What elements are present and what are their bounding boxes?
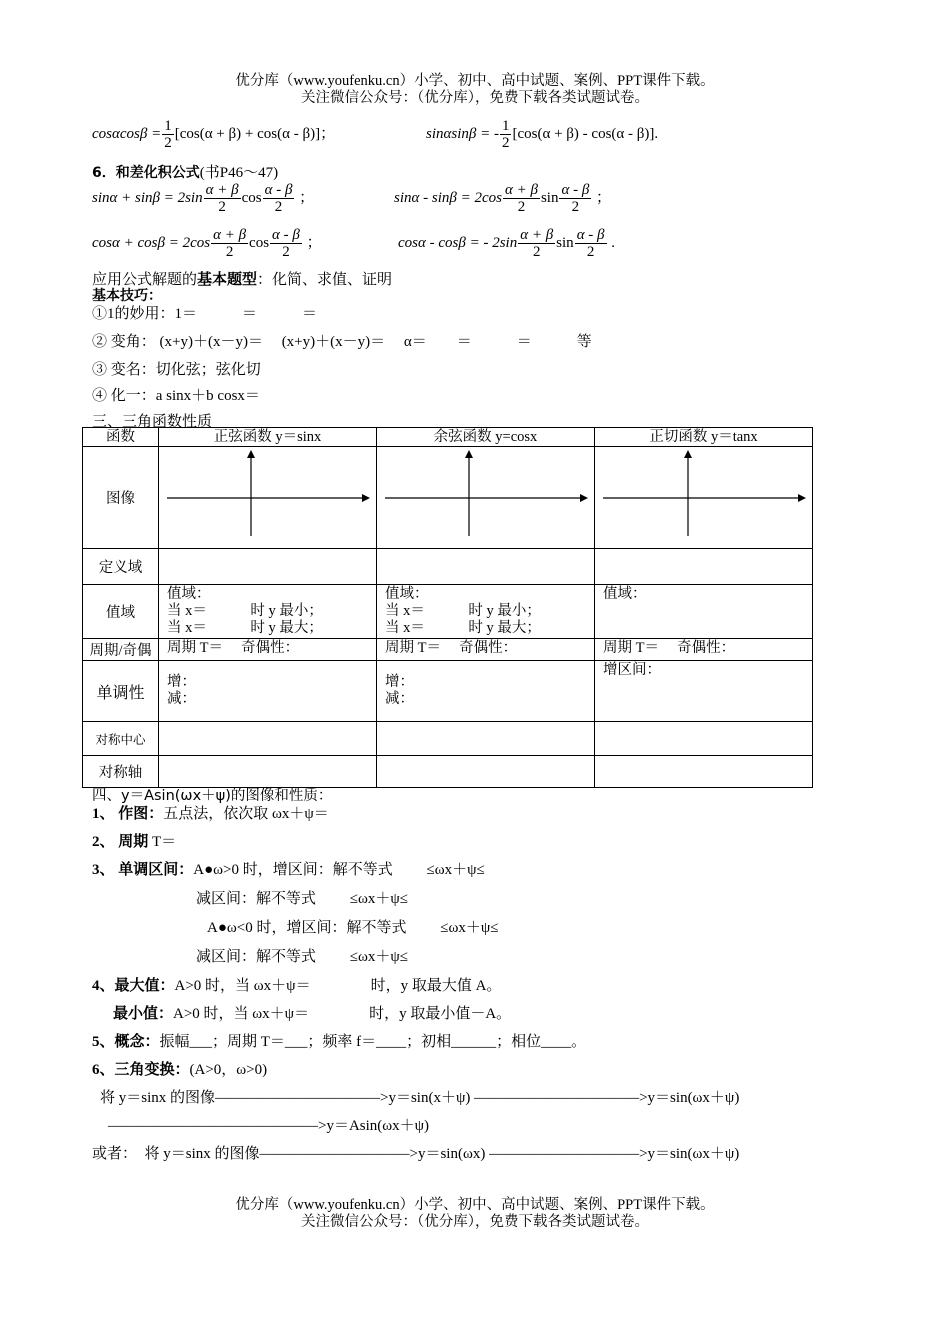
page-header-line1: 优分库（www.youfenku.cn）小学、初中、高中试题、案例、PPT课件下载。 xyxy=(235,73,715,89)
formula-sin-sum-frac2-den: 2 xyxy=(274,199,283,215)
header-func: 函数 xyxy=(83,428,159,447)
formula-sin-half-num: 1 xyxy=(501,118,510,134)
s4-item4b-num: 最小值： xyxy=(113,1006,174,1022)
s4-item1 xyxy=(92,802,329,823)
s4-item3-line4: 减区间：解不等式 ≤ωx＋ψ≤ xyxy=(196,949,408,965)
basic-skills-title: 基本技巧： xyxy=(92,288,162,304)
axis-sin xyxy=(159,756,377,788)
s4-item3-line3: A●ω<0 时，增区间：解不等式 ≤ωx＋ψ≤ xyxy=(207,920,499,936)
period-sin xyxy=(159,639,377,661)
y-arrow-cos xyxy=(465,450,473,458)
range-cos xyxy=(377,585,595,639)
y-arrow-sin xyxy=(247,450,255,458)
label-mono: 单调性 xyxy=(83,661,159,722)
formula-cos-product-lhs: cosαcosβ = xyxy=(92,125,162,142)
label-center: 对称中心 xyxy=(83,722,159,756)
graph-sin-cell xyxy=(159,447,377,549)
formula-cos-diff-end: . xyxy=(611,234,616,251)
range-sin-max: 当 x＝ 时 y 最大； xyxy=(167,620,323,636)
formula-cos-diff xyxy=(398,227,615,260)
formula-sin-sum-frac2-num: α - β xyxy=(264,182,293,198)
mono-cos-dec: 减： xyxy=(385,691,414,707)
section6-heading xyxy=(92,161,278,182)
x-arrow-tan xyxy=(798,494,806,502)
formula-cos-diff-mid: sin xyxy=(556,234,574,251)
s4-item5-num: 5、概念： xyxy=(92,1034,160,1050)
s4-item6 xyxy=(92,1058,267,1079)
mono-sin-inc: 增： xyxy=(167,674,196,690)
period-tan xyxy=(595,639,813,661)
formula-cos-sum-frac1-num: α + β xyxy=(213,227,247,243)
s4-item4b-text: A>0 时，当 ωx＋ψ＝ 时，y 取最小值－A。 xyxy=(173,1006,512,1022)
formula-cos-product xyxy=(92,118,335,151)
s4-item3-num: 3、 单调区间： xyxy=(92,862,194,878)
section6-title: 6．和差化积公式 xyxy=(92,165,200,181)
section3-title: 三、三角函数性质 xyxy=(92,414,213,430)
axis-cos xyxy=(377,756,595,788)
formula-sin-half-den: 2 xyxy=(501,135,510,151)
row-period xyxy=(83,639,813,661)
range-cos-label: 值域： xyxy=(385,586,429,602)
row-mono xyxy=(83,661,813,722)
formula-cos-half-den: 2 xyxy=(164,135,172,151)
mono-tan-inc: 增区间： xyxy=(603,662,661,678)
x-arrow-cos xyxy=(580,494,588,502)
row-domain xyxy=(83,549,813,585)
label-graph: 图像 xyxy=(83,447,159,549)
mono-sin-dec: 减： xyxy=(167,691,196,707)
formula-cos-half-num: 1 xyxy=(164,118,172,134)
s4-item2-num: 2、 周期 xyxy=(92,834,149,850)
skill-1: ①1的妙用：1＝ ＝ ＝ xyxy=(92,306,318,322)
basic-types-bold: 基本题型 xyxy=(197,272,258,288)
graph-cos-cell xyxy=(377,447,595,549)
page-header-line2: 关注微信公众号：（优分库），免费下载各类试题试卷。 xyxy=(301,90,649,106)
section6-ref: (书P46～47) xyxy=(199,165,279,181)
label-range: 值域 xyxy=(83,585,159,639)
domain-tan xyxy=(595,549,813,585)
page-footer-line1: 优分库（www.youfenku.cn）小学、初中、高中试题、案例、PPT课件下载。 xyxy=(235,1197,715,1213)
axes-sin xyxy=(159,447,376,543)
domain-cos xyxy=(377,549,595,585)
formula-cos-diff-frac2-num: α - β xyxy=(576,227,605,243)
formula-cos-diff-frac1-num: α + β xyxy=(520,227,554,243)
range-tan xyxy=(595,585,813,639)
formula-sin-product-rhs: [cos(α + β) - cos(α - β)]. xyxy=(512,125,659,142)
row-graph xyxy=(83,447,813,549)
formula-sin-sum-frac1-num: α + β xyxy=(205,182,239,198)
row-axis xyxy=(83,756,813,788)
header-tan: 正切函数 y＝tanx xyxy=(595,428,813,447)
s4-item6-text: (A>0，ω>0) xyxy=(189,1062,268,1078)
formula-cos-diff-frac1-den: 2 xyxy=(532,244,541,260)
s4-transform-line3: 或者： 将 y＝sinx 的图像——————————>y＝sin(ωx) ——————————>y＝sin(ωx＋ψ) xyxy=(92,1146,740,1162)
basic-types-prefix: 应用公式解题的 xyxy=(92,272,198,288)
s4-item4 xyxy=(92,974,501,995)
header-sin: 正弦函数 y＝sinx xyxy=(159,428,377,447)
formula-cos-sum-lhs: cosα + cosβ = 2cos xyxy=(92,234,211,251)
s4-item4-text: A>0 时，当 ωx＋ψ＝ 时，y 取最大值 A。 xyxy=(174,978,502,994)
period-cos xyxy=(377,639,595,661)
s4-item4b xyxy=(113,1002,511,1023)
formula-cos-sum-frac2-num: α - β xyxy=(272,227,300,243)
formula-sin-sum xyxy=(92,182,314,215)
axes-cos xyxy=(377,447,594,543)
mono-tan xyxy=(595,661,813,722)
center-tan xyxy=(595,722,813,756)
formula-cos-diff-frac2-den: 2 xyxy=(586,244,595,260)
s4-item3-line2: 减区间：解不等式 ≤ωx＋ψ≤ xyxy=(196,891,408,907)
formula-cos-sum xyxy=(92,227,322,260)
formula-cos-sum-frac1-den: 2 xyxy=(225,244,234,260)
formula-cos-diff-lhs: cosα - cosβ = - 2sin xyxy=(398,234,518,251)
s4-item1-num: 1、 作图： xyxy=(92,806,164,822)
header-cos: 余弦函数 y=cosx xyxy=(377,428,595,447)
s4-item2 xyxy=(92,830,176,851)
s4-item3-text: A●ω>0 时，增区间：解不等式 ≤ωx＋ψ≤ xyxy=(193,862,485,878)
s4-transform-line1: 将 y＝sinx 的图像———————————>y＝sin(x＋ψ) ———————————>y＝sin(ωx＋ψ) xyxy=(100,1090,740,1106)
trig-properties-table xyxy=(82,427,813,788)
formula-sin-diff xyxy=(394,182,611,215)
section4-title: 四、y＝Asin(ωx＋ψ)的图像和性质： xyxy=(92,788,333,804)
formula-sin-sum-lhs: sinα + sinβ = 2sin xyxy=(92,189,203,206)
formula-sin-diff-mid: sin xyxy=(540,189,559,206)
mono-cos xyxy=(377,661,595,722)
range-cos-min: 当 x＝ 时 y 最小； xyxy=(385,603,541,619)
range-sin-label: 值域： xyxy=(167,586,211,602)
formula-sin-product-lhs: sinαsinβ = - xyxy=(426,125,499,142)
axes-tan xyxy=(595,447,812,543)
center-sin xyxy=(159,722,377,756)
formula-sin-diff-frac2-den: 2 xyxy=(571,199,580,215)
skill-4: ④ 化一：a sinx＋b cosx＝ xyxy=(92,388,260,404)
formula-sin-diff-frac1-den: 2 xyxy=(517,199,526,215)
period-sin-text: 周期 T＝ 奇偶性： xyxy=(167,640,300,656)
formula-cos-sum-end: ； xyxy=(306,234,322,251)
s4-item1-text: 五点法，依次取 ωx＋ψ＝ xyxy=(163,806,329,822)
formula-sin-diff-end: ； xyxy=(596,189,612,206)
formula-sin-diff-frac2-num: α - β xyxy=(561,182,590,198)
skill-2: ② 变角： (x+y)＋(x－y)＝ (x+y)＋(x－y)＝ α＝ ＝ ＝ 等 xyxy=(92,334,592,350)
s4-transform-line2: ——————————————>y＝Asin(ωx＋ψ) xyxy=(108,1118,430,1134)
graph-tan-cell xyxy=(595,447,813,549)
range-tan-label: 值域： xyxy=(603,586,647,602)
domain-sin xyxy=(159,549,377,585)
range-sin xyxy=(159,585,377,639)
x-arrow-sin xyxy=(362,494,370,502)
period-cos-text: 周期 T＝ 奇偶性： xyxy=(385,640,518,656)
period-tan-text: 周期 T＝ 奇偶性： xyxy=(603,640,736,656)
formula-sin-sum-frac1-den: 2 xyxy=(218,199,226,215)
s4-item6-num: 6、三角变换： xyxy=(92,1062,190,1078)
mono-sin xyxy=(159,661,377,722)
formula-cos-product-rhs: [cos(α + β) + cos(α - β)]； xyxy=(174,125,336,142)
range-cos-max: 当 x＝ 时 y 最大； xyxy=(385,620,541,636)
formula-sin-sum-mid: cos xyxy=(241,189,262,206)
center-cos xyxy=(377,722,595,756)
page-footer-line2: 关注微信公众号：（优分库），免费下载各类试题试卷。 xyxy=(301,1214,649,1230)
formula-sin-product xyxy=(426,118,658,151)
row-center xyxy=(83,722,813,756)
skill-3: ③ 变名：切化弦；弦化切 xyxy=(92,362,261,378)
axis-tan xyxy=(595,756,813,788)
formula-sin-diff-frac1-num: α + β xyxy=(504,182,538,198)
s4-item4-num: 4、最大值： xyxy=(92,978,175,994)
y-arrow-tan xyxy=(684,450,692,458)
s4-item5 xyxy=(92,1030,586,1051)
label-period: 周期/奇偶 xyxy=(83,639,159,661)
basic-types-suffix: ：化简、求值、证明 xyxy=(257,272,393,288)
label-axis: 对称轴 xyxy=(83,756,159,788)
formula-sin-sum-end: ； xyxy=(299,189,315,206)
formula-cos-sum-frac2-den: 2 xyxy=(282,244,290,260)
s4-item5-text: 振幅___；周期 T＝___；频率 f＝____；初相______；相位____。 xyxy=(159,1034,587,1050)
table-header-row xyxy=(83,428,813,447)
mono-cos-inc: 增： xyxy=(385,674,414,690)
formula-cos-sum-mid: cos xyxy=(249,234,270,251)
s4-item3 xyxy=(92,858,485,879)
range-sin-min: 当 x＝ 时 y 最小； xyxy=(167,603,323,619)
s4-item2-text: T＝ xyxy=(148,834,177,850)
formula-sin-diff-lhs: sinα - sinβ = 2cos xyxy=(394,189,502,206)
row-range xyxy=(83,585,813,639)
label-domain: 定义域 xyxy=(83,549,159,585)
